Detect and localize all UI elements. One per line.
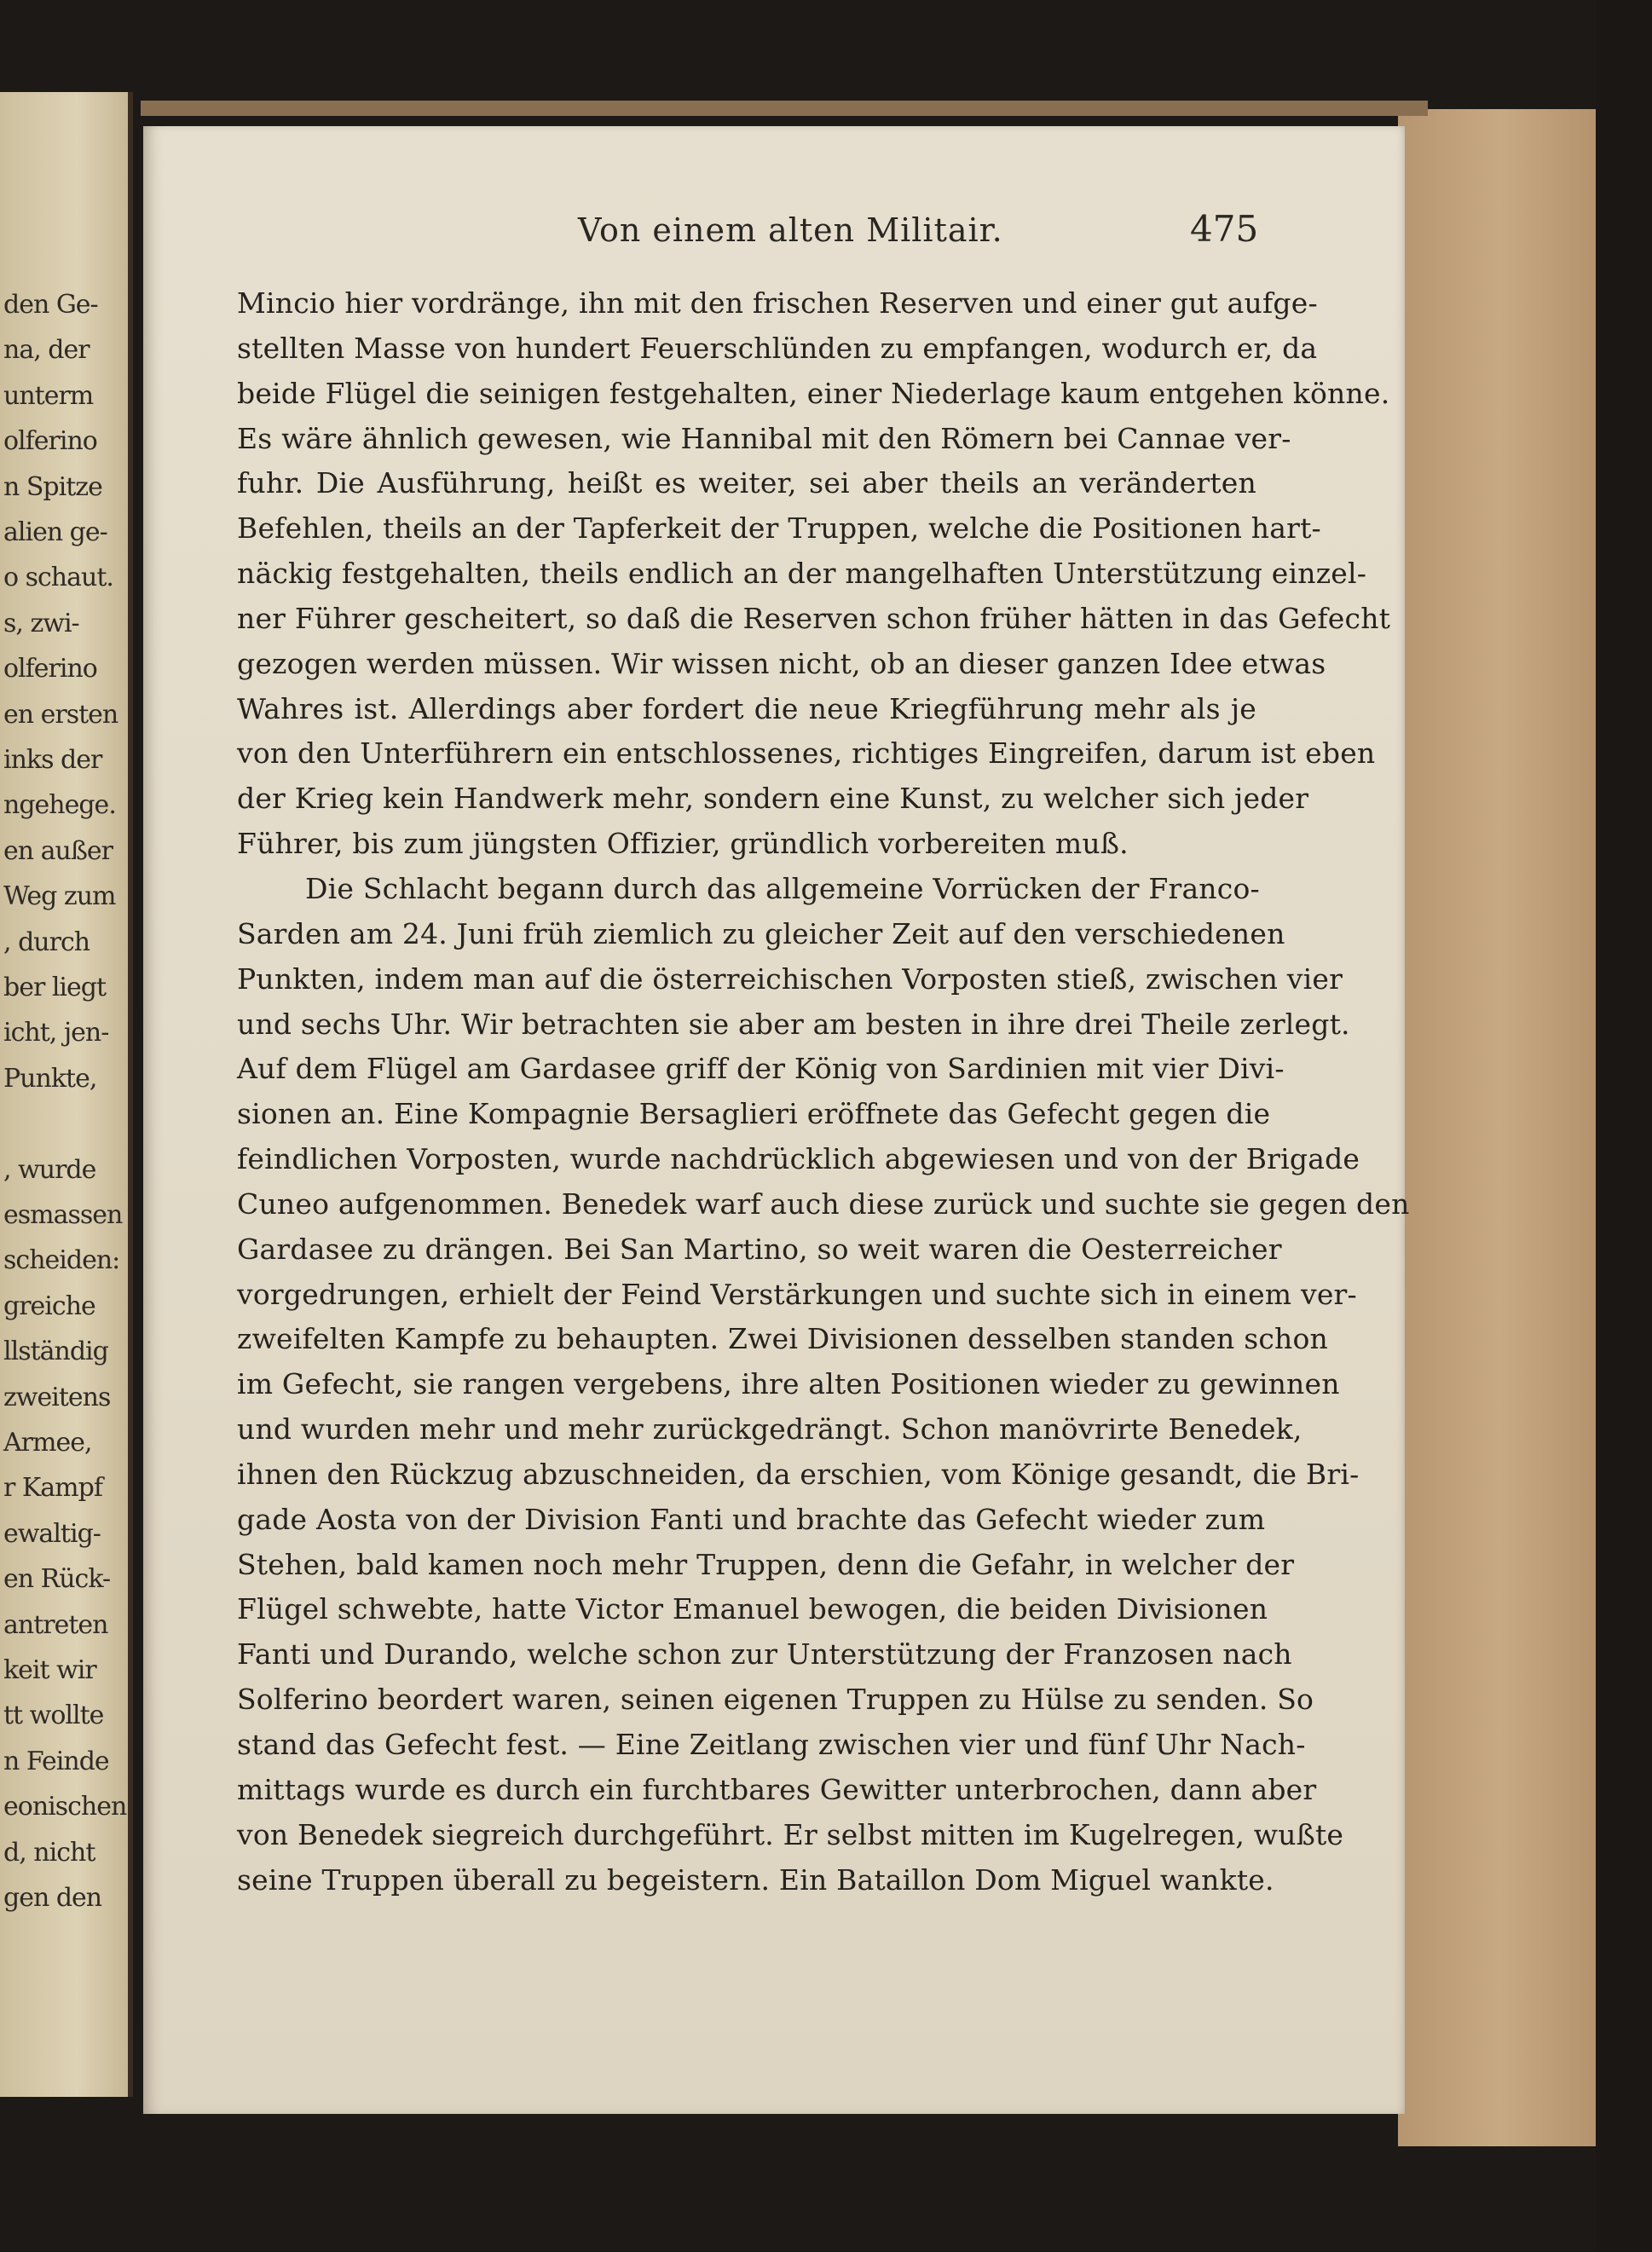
text-line: von den Unterführern ein entschlossenes, richtiges Eingreifen, darum ist eben — [237, 736, 1376, 771]
previous-page-text-fragment: zweitens — [3, 1382, 111, 1412]
previous-page-text-fragment: eonischen — [3, 1792, 127, 1822]
text-line: ihnen den Rückzug abzuschneiden, da erschien, vom Könige gesandt, die Bri- — [237, 1457, 1360, 1491]
previous-page-text-fragment: ber liegt — [3, 973, 107, 1002]
text-line: stand das Gefecht fest. — Eine Zeitlang zwischen vier und fünf Uhr Nach- — [237, 1728, 1306, 1761]
text-line: feindlichen Vorposten, wurde nachdrücklich abgewiesen und von der Brigade — [237, 1142, 1360, 1176]
text-line: der Krieg kein Handwerk mehr, sondern eine Kunst, zu welcher sich jeder — [237, 782, 1309, 816]
text-line: Punkten, indem man auf die österreichischen Vorposten stieß, zwischen vier — [237, 961, 1343, 996]
text-line: zweifelten Kampfe zu behaupten. Zwei Divisionen desselben standen schon — [237, 1322, 1328, 1356]
previous-page-text-fragment: inks der — [3, 745, 102, 775]
previous-page-text-fragment: n Feinde — [3, 1746, 109, 1776]
previous-page-text-fragment: esmassen — [3, 1200, 123, 1230]
text-line: und wurden mehr und mehr zurückgedrängt. Schon manövrirte Benedek, — [237, 1412, 1303, 1446]
previous-page-text-fragment: den Ge- — [3, 290, 98, 320]
text-line: fuhr. Die Ausführung, heißt es weiter, sei aber theils an veränderten — [237, 466, 1256, 500]
previous-page-text-fragment: na, der — [3, 335, 90, 366]
previous-page-text-fragment: scheiden: — [3, 1245, 120, 1276]
previous-page-text-fragment: ewaltig- — [3, 1518, 101, 1549]
text-line: vorgedrungen, erhielt der Feind Verstärkungen und suchte sich in einem ver- — [237, 1277, 1357, 1311]
text-line: näckig festgehalten, theils endlich an der mangelhaften Unterstützung einzel- — [237, 557, 1367, 591]
text-line: beide Flügel die seinigen festgehalten, einer Niederlage kaum entgehen könne. — [237, 376, 1390, 410]
text-line: gade Aosta von der Division Fanti und brachte das Gefecht wieder zum — [237, 1502, 1266, 1536]
previous-page-text-fragment: unterm — [3, 380, 94, 411]
text-line: Stehen, bald kamen noch mehr Truppen, denn die Gefahr, in welcher der — [237, 1547, 1295, 1581]
previous-page-text-fragment: keit wir — [3, 1655, 96, 1685]
text-line: Flügel schwebte, hatte Victor Emanuel bewogen, die beiden Divisionen — [237, 1592, 1268, 1626]
text-line: sionen an. Eine Kompagnie Bersaglieri eröffnete das Gefecht gegen die — [237, 1097, 1271, 1131]
text-line: Wahres ist. Allerdings aber fordert die neue Kriegführung mehr als je — [237, 691, 1256, 725]
text-line: Befehlen, theils an der Tapferkeit der Truppen, welche die Positionen hart- — [237, 511, 1321, 546]
text-line: Die Schlacht begann durch das allgemeine Vorrücken der Franco- — [305, 871, 1260, 905]
background-edge — [1596, 0, 1652, 2252]
previous-page-text-fragment: tt wollte — [3, 1701, 104, 1731]
text-line: Cuneo aufgenommen. Benedek warf auch diese zurück und suchte sie gegen den — [237, 1187, 1410, 1221]
text-line: von Benedek siegreich durchgeführt. Er selbst mitten im Kugelregen, wußte — [237, 1817, 1344, 1851]
previous-page-text-fragment: Armee, — [3, 1428, 92, 1458]
previous-page-text-fragment: ngehege. — [3, 790, 116, 821]
previous-page-text-fragment: en Rück- — [3, 1564, 111, 1595]
previous-page-text-fragment: greiche — [3, 1291, 95, 1321]
previous-page-text-fragment: s, zwi- — [3, 608, 79, 638]
previous-page-text-fragment: olferino — [3, 426, 97, 457]
text-line: Auf dem Flügel am Gardasee griff der König von Sardinien mit vier Divi- — [237, 1052, 1285, 1086]
text-line: seine Truppen überall zu begeistern. Ein Bataillon Dom Miguel wankte. — [237, 1862, 1274, 1897]
previous-page-text-fragment: o schaut. — [3, 563, 113, 593]
previous-page-edge — [0, 92, 133, 2097]
previous-page-text-fragment: , durch — [3, 927, 90, 957]
previous-page-text-fragment: icht, jen- — [3, 1018, 109, 1048]
previous-page-text-fragment: , wurde — [3, 1154, 96, 1185]
book-page — [143, 126, 1410, 2114]
previous-page-text-fragment: d, nicht — [3, 1837, 95, 1868]
text-line: Fanti und Durando, welche schon zur Unterstützung der Franzosen nach — [237, 1637, 1292, 1672]
previous-page-text-fragment: n Spitze — [3, 471, 102, 502]
text-line: stellten Masse von hundert Feuerschlünden zu empfangen, wodurch er, da — [237, 331, 1318, 365]
previous-page-text-fragment: antreten — [3, 1609, 108, 1640]
body-text — [237, 281, 1410, 1903]
page-top-edge — [141, 101, 1428, 116]
text-line: Gardasee zu drängen. Bei San Martino, so weit waren die Oesterreicher — [237, 1232, 1282, 1266]
text-line: Solferino beordert waren, seinen eigenen Truppen zu Hülse zu senden. So — [237, 1683, 1314, 1717]
previous-page-text-fragment: olferino — [3, 654, 97, 684]
text-line: Sarden am 24. Juni früh ziemlich zu gleicher Zeit auf den verschiedenen — [237, 916, 1285, 950]
page-number: 475 — [1190, 208, 1259, 250]
previous-page-text-fragment: gen den — [3, 1883, 102, 1913]
previous-page-text-fragment: Weg zum — [3, 881, 116, 912]
text-line: ner Führer gescheitert, so daß die Reserven schon früher hätten in das Gefecht — [237, 601, 1391, 635]
previous-page-text-fragment: Punkte, — [3, 1063, 97, 1094]
previous-page-text-fragment: llständig — [3, 1337, 108, 1367]
text-line: gezogen werden müssen. Wir wissen nicht, ob an dieser ganzen Idee etwas — [237, 646, 1326, 680]
text-line: mittags wurde es durch ein furchtbares Gewitter unterbrochen, dann aber — [237, 1772, 1317, 1806]
running-head-title: Von einem alten Militair. — [578, 211, 1003, 249]
text-line: Mincio hier vordränge, ihn mit den frischen Reserven und einer gut aufge- — [237, 286, 1318, 320]
text-line: im Gefecht, sie rangen vergebens, ihre alten Positionen wieder zu gewinnen — [237, 1367, 1340, 1401]
text-line: und sechs Uhr. Wir betrachten sie aber am besten in ihre drei Theile zerlegt. — [237, 1007, 1350, 1041]
previous-page-text-fragment: en außer — [3, 835, 113, 866]
text-line: Führer, bis zum jüngsten Offizier, gründlich vorbereiten muß. — [237, 827, 1129, 861]
previous-page-text-fragment: en ersten — [3, 699, 118, 730]
previous-page-text-fragment: r Kampf — [3, 1473, 102, 1504]
previous-page-text-fragment: alien ge- — [3, 517, 107, 547]
text-line: Es wäre ähnlich gewesen, wie Hannibal mit den Römern bei Cannae ver- — [237, 421, 1291, 455]
